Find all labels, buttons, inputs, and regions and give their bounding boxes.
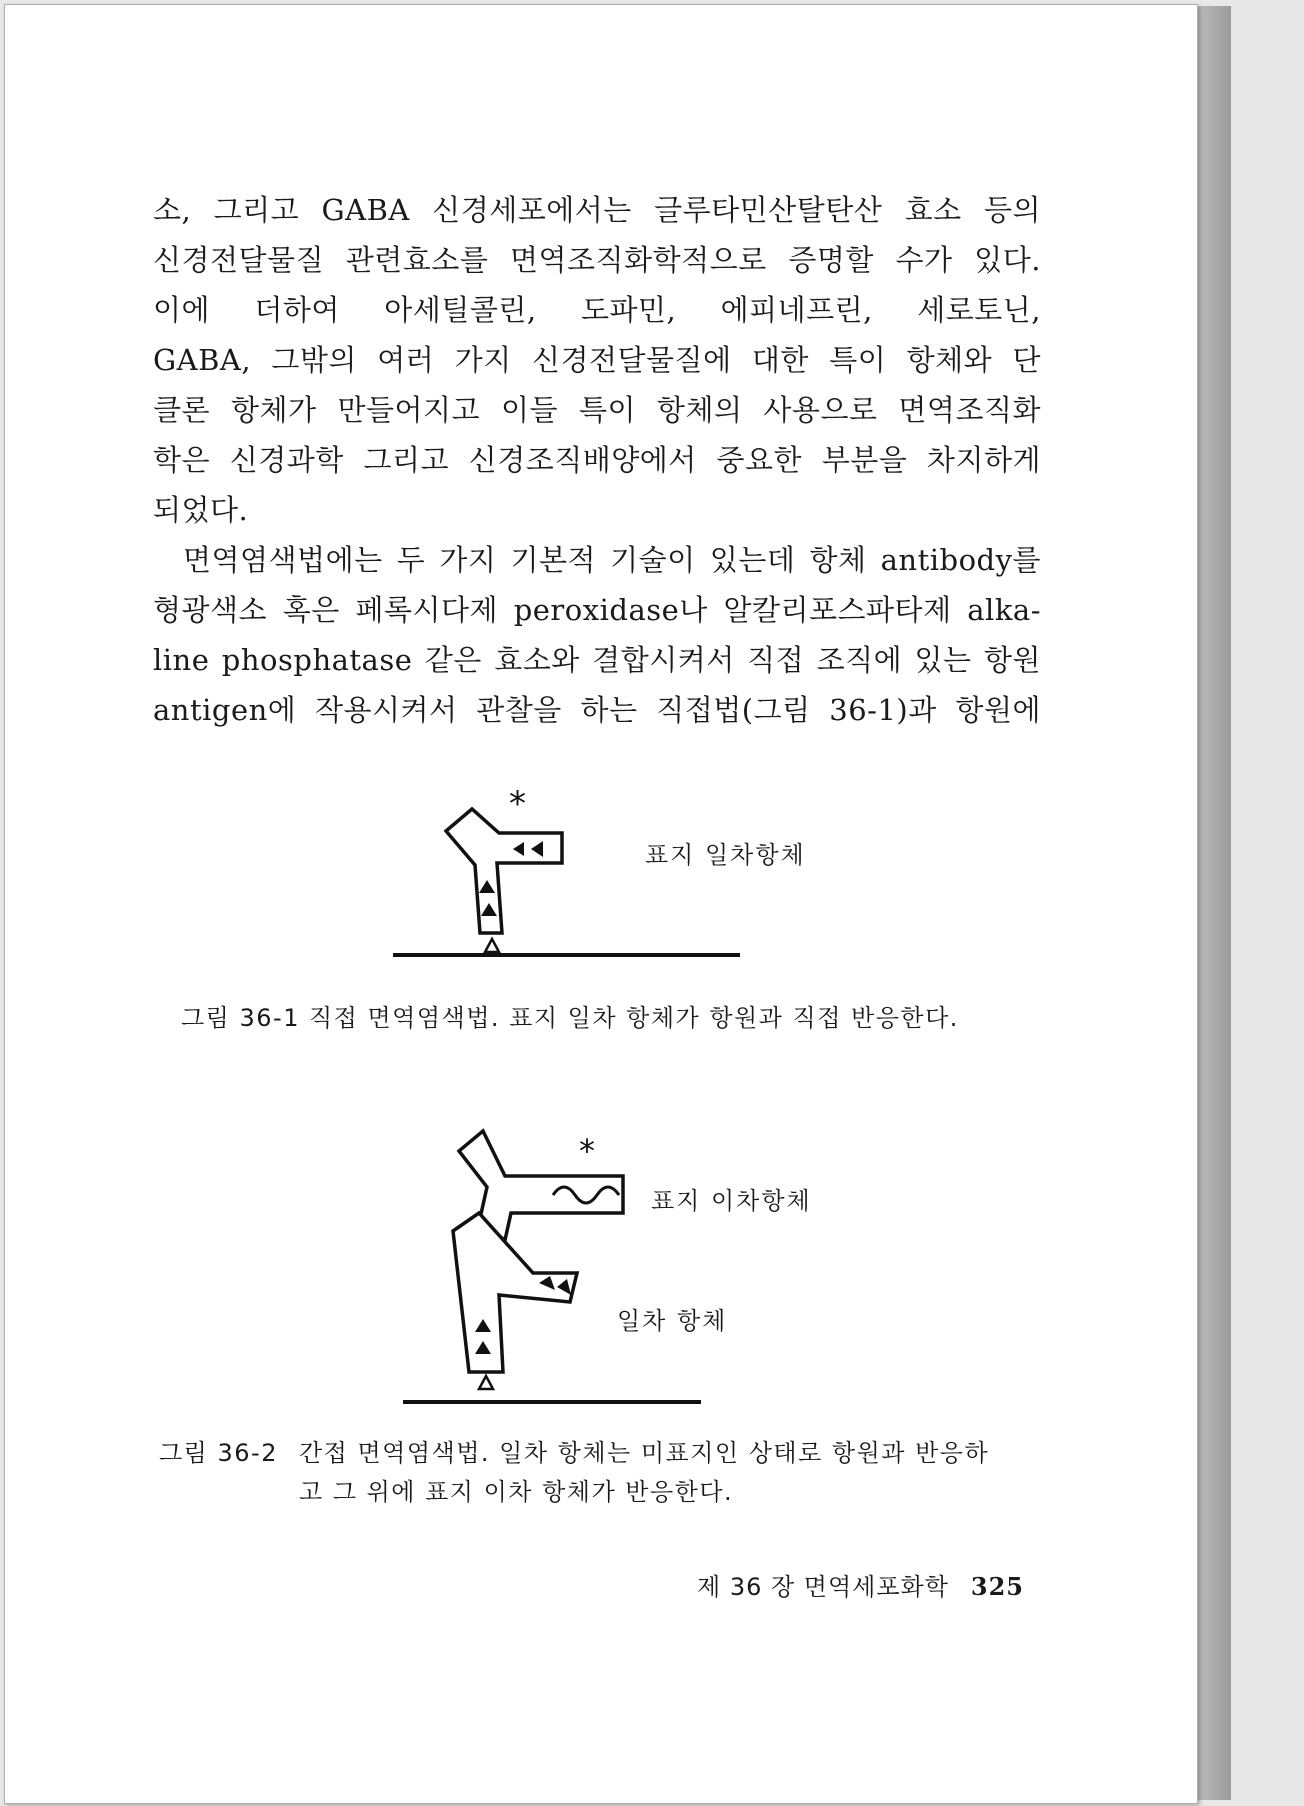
body-line: 형광색소 혹은 페록시다제 peroxidase나 알칼리포스파타제 alka- <box>153 593 1041 627</box>
label-marker-star-icon: * <box>579 1132 595 1170</box>
body-text <box>153 185 1041 735</box>
body-line: 클론 항체가 만들어지고 이들 특이 항체의 사용으로 면역조직화 <box>153 393 1041 427</box>
figure-36-2 <box>5 1115 1197 1515</box>
label-secondary-antibody: 표지 이차항체 <box>651 1187 812 1215</box>
label-primary-antibody: 일차 항체 <box>617 1307 728 1335</box>
body-line: line phosphatase 같은 효소와 결합시켜서 직접 조직에 있는 항원 <box>153 643 1041 677</box>
figure-36-1 <box>5 775 1197 1035</box>
figure-caption-36-2 <box>159 1433 1039 1508</box>
antigen-triangle-icon <box>479 1376 493 1389</box>
page-footer <box>697 1567 1024 1602</box>
label-primary-antibody: 표지 일차항체 <box>645 841 806 869</box>
body-line: GABA, 그밖의 여러 가지 신경전달물질에 대한 특이 항체와 단 <box>153 343 1041 377</box>
chapter-title: 제 36 장 면역세포화학 <box>697 1573 949 1601</box>
body-line: 학은 신경과학 그리고 신경조직배양에서 중요한 부분을 차지하게 <box>153 443 1041 477</box>
caption-text: 직접 면역염색법. 표지 일차 항체가 항원과 직접 반응한다. <box>309 1004 959 1032</box>
page-stack-edge <box>1196 6 1231 1800</box>
body-line: antigen에 작용시켜서 관찰을 하는 직접법(그림 36-1)과 항원에 <box>153 693 1041 727</box>
antigen-triangle-icon <box>485 939 499 952</box>
primary-antibody-shape <box>446 809 562 933</box>
caption-text-line-2: 고 그 위에 표지 이차 항체가 반응한다. <box>299 1478 734 1506</box>
figure-caption-36-1 <box>181 998 959 1033</box>
caption-text-line-1: 간접 면역염색법. 일차 항체는 미표지인 상태로 항원과 반응하 <box>299 1439 990 1467</box>
body-line: 신경전달물질 관련효소를 면역조직화학적으로 증명할 수가 있다. <box>153 243 1041 277</box>
page-number: 325 <box>970 1572 1025 1601</box>
indirect-staining-diagram <box>385 1115 765 1415</box>
book-page <box>4 4 1198 1804</box>
body-line: 이에 더하여 아세틸콜린, 도파민, 에피네프린, 세로토닌, <box>153 293 1041 327</box>
primary-antibody-shape <box>453 1213 577 1372</box>
body-line: 소, 그리고 GABA 신경세포에서는 글루타민산탈탄산 효소 등의 <box>153 193 1041 227</box>
caption-number: 그림 36-1 <box>181 1004 300 1032</box>
caption-number: 그림 36-2 <box>159 1439 278 1467</box>
direct-staining-diagram <box>375 775 775 975</box>
body-line: 되었다. <box>153 493 249 527</box>
label-marker-star-icon: * <box>509 784 526 824</box>
body-line: 면역염색법에는 두 가지 기본적 기술이 있는데 항체 antibody를 <box>183 543 1041 577</box>
